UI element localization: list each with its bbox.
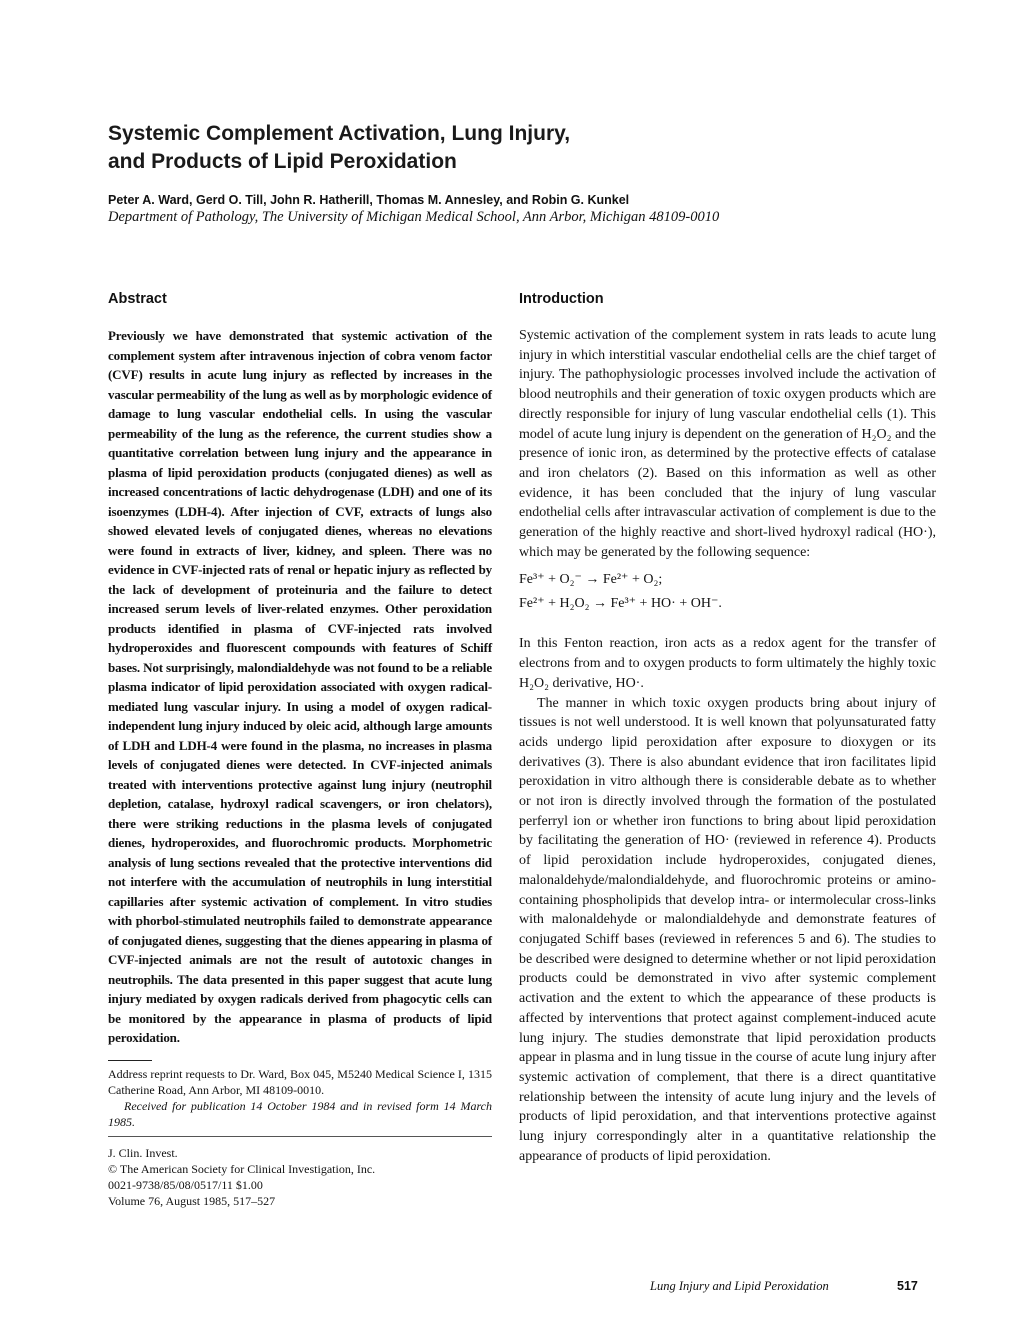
equation-1: Fe³⁺ + O₂⁻ → Fe²⁺ + O₂; (519, 572, 663, 588)
article-title (108, 120, 808, 176)
publication-info (108, 1145, 492, 1209)
title-line-1: Systemic Complement Activation, Lung Injury, (108, 122, 571, 145)
author-list: Peter A. Ward, Gerd O. Till, John R. Hatherill, Thomas M. Annesley, and Robin G. Kunkel (108, 193, 630, 207)
introduction-heading: Introduction (519, 291, 604, 307)
footnote-divider (108, 1060, 152, 1061)
left-column (108, 290, 492, 1209)
journal-name: J. Clin. Invest. (108, 1145, 178, 1160)
publication-divider (108, 1136, 492, 1137)
running-footer-title: Lung Injury and Lipid Peroxidation (650, 1279, 829, 1293)
intro-paragraph-1: Systemic activation of the complement system in rats leads to acute lung injury in which interstitial vascular endothelial cells are the chief target of injury. The pathophysiologic processes involved include the activation of blood neutrophils and their generation of toxic oxygen products which are directly responsible for injury of lung vascular endothelial cells (1). This model of acute lung injury is dependent on the generation of H₂O₂ and the presence of ionic iron, as determined by the protective effects of catalase and iron chelators (2). Based on this information as well as other evidence, it has been concluded that the injury of lung vascular endothelial cells after intravascular activation of complement is due to the generation of the highly reactive and short-lived hydroxyl radical (HO·), which may be generated by the following sequence: (519, 328, 936, 560)
abstract-text: Previously we have demonstrated that systemic activation of the complement system after intravenous injection of cobra venom factor (CVF) results in acute lung injury as reflected by increases in the vascular permeability of the lung as well as by morphologic evidence of damage to lung vascular endothelial cells. In using the vascular permeability of the lung as the reference, the current studies show a quantitative correlation between lung injury and the appearance in plasma of lipid peroxidation products (conjugated dienes) as well as increased concentrations of lactic dehydrogenase (LDH) and one of its isoenzymes (LDH-4). After injection of CVF, extracts of lungs also showed elevated levels of conjugated dienes, whereas no elevations were found in extracts of liver, kidney, and spleen. There was no evidence in CVF-injected rats of renal or hepatic injury as reflected by the lack of development of proteinuria and the failure to detect increased serum levels of liver-related enzymes. Other peroxidation products identified in plasma of CVF-injected rats involved hydroperoxides and fluorescent compounds with features of Schiff bases. Not surprisingly, malondialdehyde was not found to be a reliable plasma indicator of lipid peroxidation associated with oxygen radical-mediated lung vascular injury. In using a model of oxygen radical-independent lung injury induced by oleic acid, although large amounts of LDH and LDH-4 were found in the plasma, no increases in plasma levels of conjugated dienes were detected. In CVF-injected animals treated with interventions protective against lung injury (neutrophil depletion, catalase, hydroxyl radical scavengers, or iron chelators), there were striking reductions in the plasma levels of conjugated dienes, hydroperoxides, and fluorochromic products. Morphometric analysis of lung sections revealed that the protective interventions did not interfere with the accumulation of neutrophils in lung interstitial capillaries after systemic activation of complement. In vitro studies with phorbol-stimulated neutrophils failed to demonstrate appearance of conjugated dienes, suggesting that the dienes appearing in plasma of CVF-injected animals are not the result of autotoxic changes in neutrophils. The data presented in this paper suggest that acute lung injury mediated by oxygen radicals derived from phagocytic cells can be monitored by the appearance in plasma of products of lipid peroxidation. (108, 328, 492, 1045)
abstract-heading: Abstract (108, 291, 167, 307)
affiliation: Department of Pathology, The University of Michigan Medical School, Ann Arbor, Michigan 48109-0010 (108, 209, 720, 225)
title-line-2: and Products of Lipid Peroxidation (108, 150, 457, 173)
equation-2: Fe²⁺ + H₂O₂ → Fe³⁺ + HO· + OH⁻. (519, 596, 722, 612)
intro-paragraph-3: The manner in which toxic oxygen products bring about injury of tissues is not well understood. It is well known that polyunsaturated fatty acids undergo lipid peroxidation after exposure to dioxygen or its derivatives (3). There is also abundant evidence that iron facilitates lipid peroxidation in vitro although there is considerable debate as to whether or not iron is directly involved through the formation of the postulated perferryl ion or whether iron functions to bring about lipid peroxidation by facilitating the generation of HO· (reviewed in reference 4). Products of lipid peroxidation include hydroperoxides, conjugated dienes, malonaldehyde/malondialdehyde, and fluorochromic proteins or amino-containing phospholipids that develop intra- or intermolecular cross-links with malonaldehyde or malondialdehyde and demonstrate features of conjugated Schiff bases (reviewed in references 5 and 6). The studies to be described were designed to determine whether or not lipid peroxidation products could be demonstrated in vivo after systemic complement activation and the extent to which the appearance of these products is affected by interventions that protect against complement-induced acute lung injury. The studies demonstrate that lipid peroxidation products appear in plasma and in lung tissue in the course of acute lung injury after systemic activation of complement, that there is a direct quantitative relationship between the intensity of acute lung injury and the levels of products of lipid peroxidation, and that interventions protective against lung injury correspondingly alter in a quantitative relationship the appearance of products of lipid peroxidation. (519, 695, 936, 1164)
article-code: 0021-9738/85/08/0517/11 $1.00 (108, 1177, 263, 1192)
received-date-footnote: Received for publication 14 October 1984 and in revised form 14 March 1985. (108, 1098, 492, 1129)
copyright-notice: © The American Society for Clinical Investigation, Inc. (108, 1161, 376, 1176)
reprint-address-footnote: Address reprint requests to Dr. Ward, Box 045, M5240 Medical Science I, 1315 Catherine Road, Ann Arbor, MI 48109-0010. (108, 1066, 492, 1097)
right-column (519, 290, 936, 1166)
fenton-equations (519, 568, 936, 616)
volume-info: Volume 76, August 1985, 517–527 (108, 1193, 276, 1208)
page-number: 517 (897, 1279, 918, 1293)
intro-paragraph-2: In this Fenton reaction, iron acts as a redox agent for the transfer of electrons from and to oxygen products to form ultimately the highly toxic H₂O₂ derivative, HO·. (519, 636, 936, 691)
